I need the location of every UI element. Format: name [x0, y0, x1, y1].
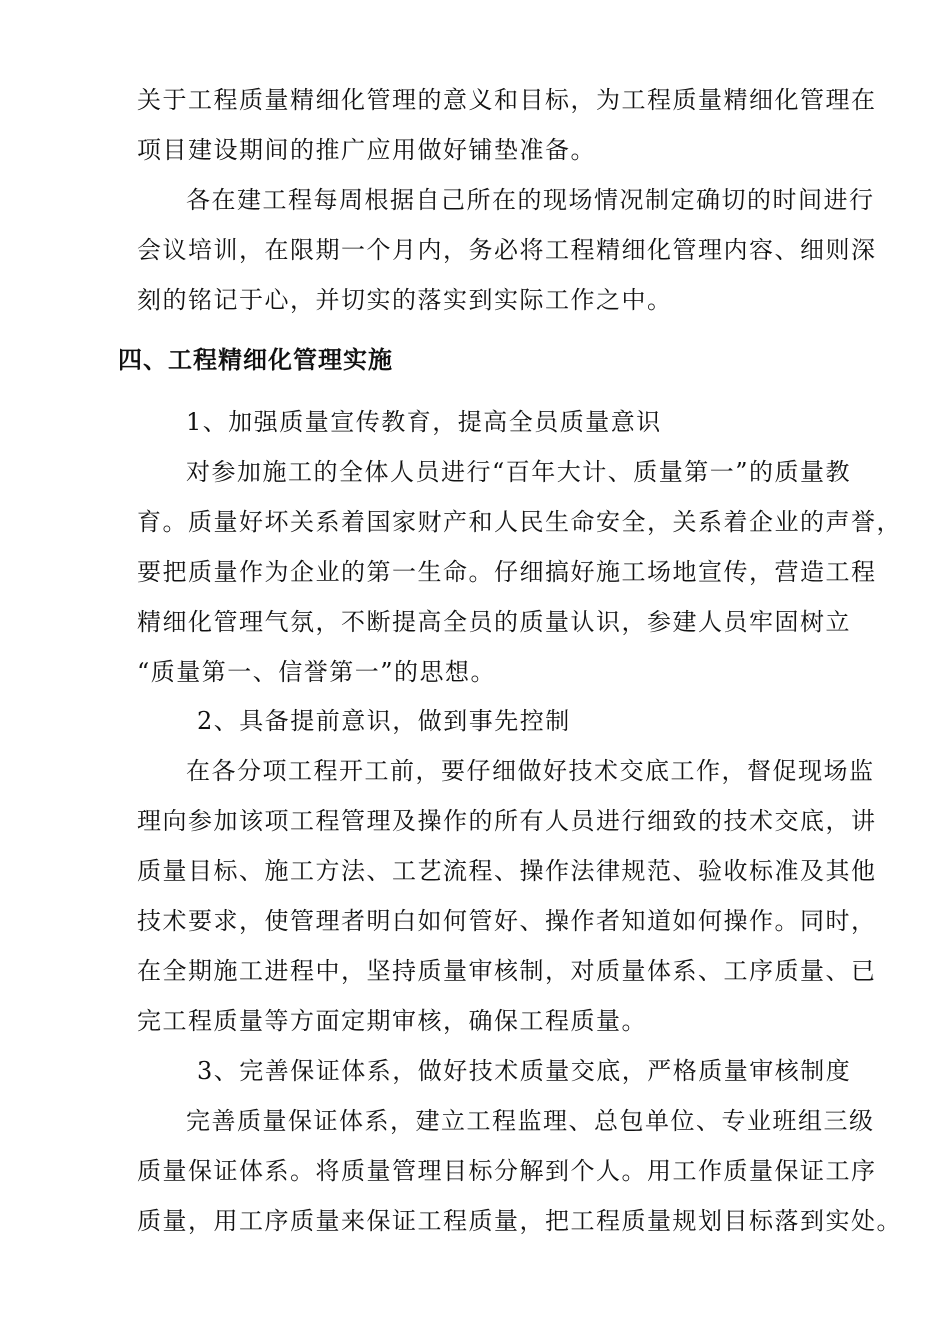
- paragraph-line: 理向参加该项工程管理及操作的所有人员进行细致的技术交底，讲: [137, 807, 877, 835]
- paragraph-line: 质量保证体系。将质量管理目标分解到个人。用工作质量保证工序: [137, 1157, 877, 1185]
- section-heading: 四、工程精细化管理实施: [118, 346, 393, 374]
- paragraph-line: 质量目标、施工方法、工艺流程、操作法律规范、验收标准及其他: [137, 857, 877, 885]
- paragraph-line: 要把质量作为企业的第一生命。仔细搞好施工场地宣传，营造工程: [137, 558, 877, 586]
- paragraph-line: 对参加施工的全体人员进行“百年大计、质量第一”的质量教: [186, 458, 852, 486]
- paragraph-line: 刻的铭记于心，并切实的落实到实际工作之中。: [137, 286, 673, 314]
- paragraph-line: 各在建工程每周根据自己所在的现场情况制定确切的时间进行: [186, 186, 875, 214]
- paragraph-line: 会议培训，在限期一个月内，务必将工程精细化管理内容、细则深: [137, 236, 877, 264]
- paragraph-line: 项目建设期间的推广应用做好铺垫准备。: [137, 136, 596, 164]
- paragraph-line: 完工程质量等方面定期审核，确保工程质量。: [137, 1007, 647, 1035]
- subsection-heading: 3、完善保证体系，做好技术质量交底，严格质量审核制度: [197, 1057, 852, 1085]
- paragraph-line: 在全期施工进程中，坚持质量审核制，对质量体系、工序质量、已: [137, 957, 877, 985]
- subsection-heading: 2、具备提前意识，做到事先控制: [197, 707, 571, 735]
- paragraph-line: 关于工程质量精细化管理的意义和目标，为工程质量精细化管理在: [137, 86, 877, 114]
- paragraph-line: 在各分项工程开工前，要仔细做好技术交底工作，督促现场监: [186, 757, 875, 785]
- paragraph-line: 质量，用工序质量来保证工程质量，把工程质量规划目标落到实处。: [137, 1207, 902, 1235]
- paragraph-line: 完善质量保证体系，建立工程监理、总包单位、专业班组三级: [186, 1107, 875, 1135]
- paragraph-line: 精细化管理气氛，不断提高全员的质量认识，参建人员牢固树立: [137, 608, 851, 636]
- paragraph-line: 育。质量好坏关系着国家财产和人民生命安全，关系着企业的声誉，: [137, 508, 902, 536]
- paragraph-line: “质量第一、信誉第一”的思想。: [137, 658, 497, 686]
- subsection-heading: 1、加强质量宣传教育，提高全员质量意识: [186, 408, 662, 436]
- paragraph-line: 技术要求，使管理者明白如何管好、操作者知道如何操作。同时，: [137, 907, 877, 935]
